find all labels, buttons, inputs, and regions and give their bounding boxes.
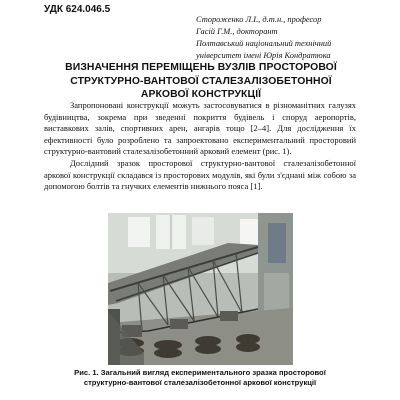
udk-code: УДК 624.046.5 [44, 4, 111, 15]
author-line: Стороженко Л.І., д.т.н., професор [196, 15, 322, 24]
paragraph: Дослідний зразок просторової структурно-вантової сталезалізобетонної аркової конструкції складався із просторових модулів, які були з'єднані між собою за допомогою болтів та гнучких елементів нижнього пояса [1]. [44, 157, 356, 192]
experiment-photo [108, 213, 293, 365]
author-line: Гасій Г.М., докторант [196, 27, 278, 36]
title-line: АРКОВОЇ КОНСТРУКЦІЇ [140, 89, 262, 100]
affiliation-line: Полтавський національний технічний [196, 39, 332, 48]
title-line: ВИЗНАЧЕННЯ ПЕРЕМІЩЕНЬ ВУЗЛІВ ПРОСТОРОВОЇ [65, 62, 337, 73]
caption-line: структурно-вантової сталезалізобетонної аркової конструкції [83, 378, 317, 387]
affiliation-line: університет імені Юрія Кондратюка [196, 51, 331, 60]
paragraph: Запропоновані конструкції можуть застосовуватися в різноманітних галузях будівництва, зокрема при зведенні покриття будівель і споруд аеропортів, виставкових залів, спортивних арен, ангарів тощо [2–4]. Для дослідження їх ефективності було розроблено та запроектовано експериментальний просторовий структурно-вантовий сталезалізобетонний арковий елемент (рис. 1). [44, 100, 356, 157]
body-text [44, 100, 356, 193]
figure-caption [58, 368, 342, 388]
author-block [196, 14, 386, 62]
caption-line: Рис. 1. Загальний вигляд експериментального зразка просторової [74, 368, 326, 377]
paper-title [30, 61, 372, 102]
title-line: СТРУКТУРНО-ВАНТОВОЇ СТАЛЕЗАЛІЗОБЕТОННОЇ [70, 75, 332, 87]
